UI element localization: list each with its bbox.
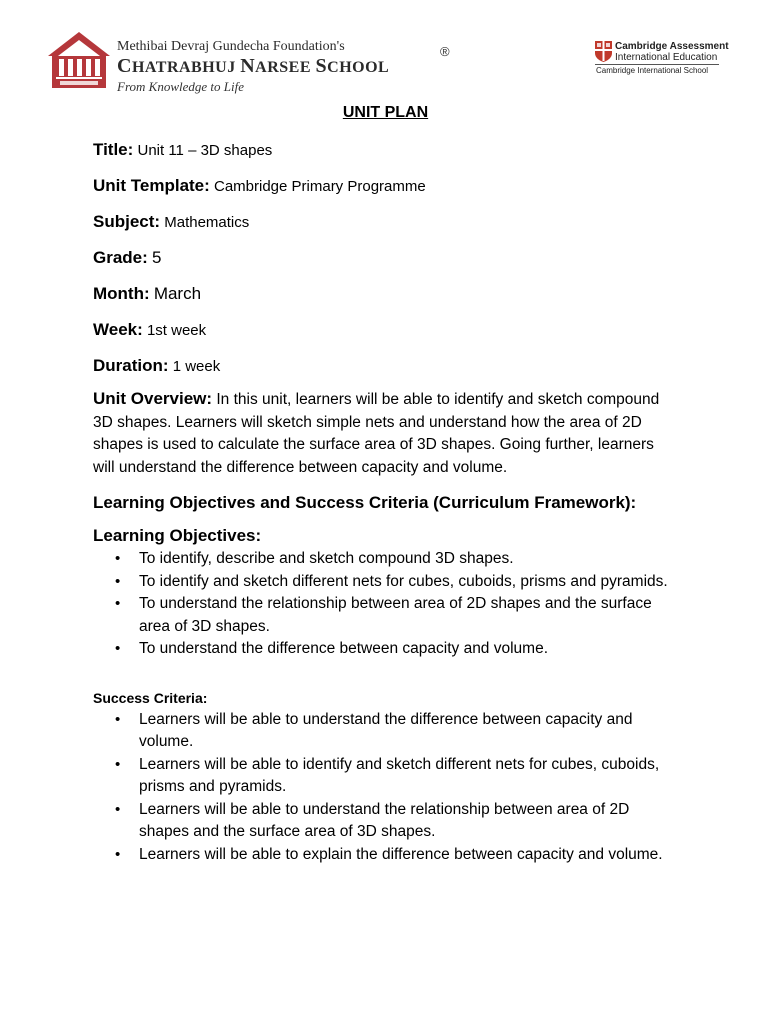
list-item: • To identify and sketch different nets for cubes, cuboids, prisms and pyramids. xyxy=(115,572,668,590)
cambridge-logo xyxy=(595,41,730,77)
list-item: • Learners will be able to explain the difference between capacity and volume. xyxy=(115,845,663,863)
cambridge-shield-icon xyxy=(595,41,612,62)
cambridge-divider xyxy=(595,64,719,65)
field-month: Month: March xyxy=(93,284,202,303)
school-name-block xyxy=(117,38,389,95)
field-unit-template: Unit Template: Cambridge Primary Programme xyxy=(93,176,426,195)
field-grade: Grade: 5 xyxy=(93,248,162,267)
cambridge-line-2: International Education xyxy=(615,52,718,63)
school-name: CHATRABHUJ NARSEE SCHOOL xyxy=(117,55,390,77)
cambridge-line-1: Cambridge Assessment xyxy=(615,41,729,52)
lo-sc-heading: Learning Objectives and Success Criteria (Curriculum Framework): xyxy=(93,493,637,512)
list-item: • To identify, describe and sketch compound 3D shapes. xyxy=(115,550,514,567)
foundation-name: Methibai Devraj Gundecha Foundation's xyxy=(117,39,345,54)
field-duration: Duration: 1 week xyxy=(93,356,221,375)
unit-overview: Unit Overview: In this unit, learners will be able to identify and sketch compound 3D shapes. Learners will sketch simple nets and understand how the area of 2D shapes is used to calculate the surface area of 3D shapes. Going further, learners will understand the difference between capacity and volume. xyxy=(93,389,660,476)
field-title: Title: Unit 11 – 3D shapes xyxy=(93,140,273,159)
registered-mark: ® xyxy=(440,44,450,59)
school-tagline: From Knowledge to Life xyxy=(117,79,244,94)
success-criteria-heading: Success Criteria: xyxy=(93,689,208,706)
page-title: UNIT PLAN xyxy=(342,104,429,121)
success-criteria-list xyxy=(93,709,678,867)
list-item: • Learners will be able to understand the difference between capacity and volume. xyxy=(115,710,633,750)
list-item: • To understand the relationship between area of 2D shapes and the surface area of 3D shapes. xyxy=(115,595,652,635)
cambridge-line-3: Cambridge International School xyxy=(596,66,709,75)
school-logo-icon xyxy=(46,30,112,90)
list-item: • Learners will be able to identify and sketch different nets for cubes, cuboids, prisms and pyramids. xyxy=(115,755,660,795)
document-header xyxy=(0,0,768,100)
field-week: Week: 1st week xyxy=(93,320,207,339)
list-item: • To understand the difference between capacity and volume. xyxy=(115,640,549,657)
list-item: • Learners will be able to understand the relationship between area of 2D shapes and the surface area of 3D shapes. xyxy=(115,800,630,840)
learning-objectives-list xyxy=(93,548,678,661)
field-subject: Subject: Mathematics xyxy=(93,212,250,231)
learning-objectives-heading: Learning Objectives: xyxy=(93,526,262,545)
document-body xyxy=(93,100,678,866)
